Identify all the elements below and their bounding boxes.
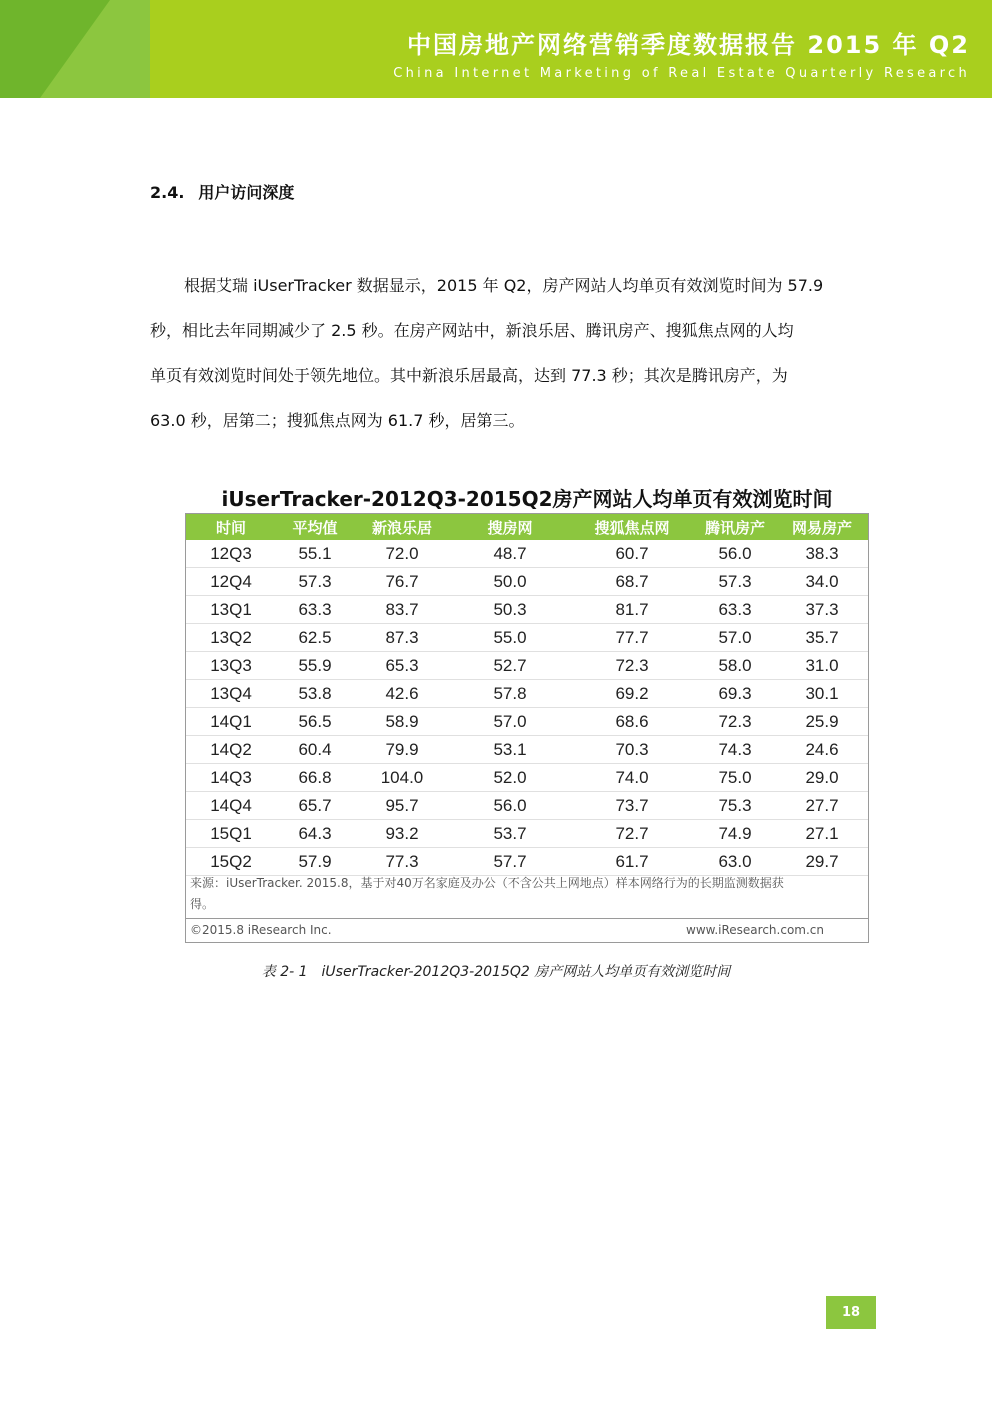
table-cell: 13Q1	[186, 596, 276, 624]
report-subtitle: China Internet Marketing of Real Estate Quarterly Research	[393, 66, 970, 81]
table-cell: 72.3	[570, 652, 694, 680]
table-cell: 53.7	[450, 820, 570, 848]
table-cell: 74.9	[694, 820, 776, 848]
table-cell: 60.4	[276, 736, 354, 764]
table-cell: 14Q3	[186, 764, 276, 792]
table-cell: 57.3	[694, 568, 776, 596]
website-text: www.iResearch.com.cn	[686, 923, 824, 937]
paragraph-line: 63.0 秒，居第二；搜狐焦点网为 61.7 秒，居第三。	[150, 411, 525, 430]
section-number: 2.4.	[150, 183, 185, 202]
caption-text: iUserTracker-2012Q3-2015Q2 房产网站人均单页有效浏览时间	[321, 964, 731, 980]
copyright-text: ©2015.8 iResearch Inc.	[190, 923, 332, 937]
table-cell: 55.9	[276, 652, 354, 680]
caption-label: 表 2- 1	[261, 964, 308, 980]
table-row	[186, 820, 868, 848]
table-cell: 104.0	[354, 764, 450, 792]
table-cell: 62.5	[276, 624, 354, 652]
table-cell: 58.0	[694, 652, 776, 680]
table-row	[186, 624, 868, 652]
header-decoration	[0, 0, 150, 98]
table-cell: 60.7	[570, 540, 694, 568]
column-header: 腾讯房产	[694, 514, 776, 540]
table-cell: 29.7	[776, 848, 868, 876]
table-row	[186, 596, 868, 624]
table-cell: 75.0	[694, 764, 776, 792]
table-cell: 56.0	[450, 792, 570, 820]
paragraph-line: 秒，相比去年同期减少了 2.5 秒。在房产网站中，新浪乐居、腾讯房产、搜狐焦点网的人均	[150, 321, 794, 340]
table-cell: 55.0	[450, 624, 570, 652]
table-cell: 35.7	[776, 624, 868, 652]
table-cell: 66.8	[276, 764, 354, 792]
table-cell: 61.7	[570, 848, 694, 876]
table-cell: 50.0	[450, 568, 570, 596]
table-row	[186, 680, 868, 708]
table-cell: 57.7	[450, 848, 570, 876]
table-cell: 93.2	[354, 820, 450, 848]
table-cell: 12Q3	[186, 540, 276, 568]
column-header: 搜狐焦点网	[570, 514, 694, 540]
table-row	[186, 708, 868, 736]
column-header: 搜房网	[450, 514, 570, 540]
table-cell: 34.0	[776, 568, 868, 596]
table-cell: 63.3	[276, 596, 354, 624]
table-cell: 57.0	[450, 708, 570, 736]
section-heading	[150, 180, 294, 203]
table-cell: 65.3	[354, 652, 450, 680]
table-cell: 14Q4	[186, 792, 276, 820]
section-title: 用户访问深度	[198, 183, 295, 202]
table-cell: 74.3	[694, 736, 776, 764]
table-cell: 87.3	[354, 624, 450, 652]
data-table-container	[185, 513, 869, 943]
table-cell: 69.3	[694, 680, 776, 708]
table-cell: 63.3	[694, 596, 776, 624]
table-cell: 37.3	[776, 596, 868, 624]
table-cell: 79.9	[354, 736, 450, 764]
table-cell: 52.7	[450, 652, 570, 680]
paragraph-line: 根据艾瑞 iUserTracker 数据显示，2015 年 Q2，房产网站人均单页有效浏览时间为 57.9	[184, 276, 824, 295]
table-cell: 53.1	[450, 736, 570, 764]
table-cell: 31.0	[776, 652, 868, 680]
table-row	[186, 540, 868, 568]
table-cell: 74.0	[570, 764, 694, 792]
table-row	[186, 792, 868, 820]
table-cell: 50.3	[450, 596, 570, 624]
table-cell: 65.7	[276, 792, 354, 820]
table-cell: 73.7	[570, 792, 694, 820]
paragraph-line: 单页有效浏览时间处于领先地位。其中新浪乐居最高，达到 77.3 秒；其次是腾讯房产，为	[150, 366, 788, 385]
table-cell: 95.7	[354, 792, 450, 820]
table-row	[186, 764, 868, 792]
table-cell: 24.6	[776, 736, 868, 764]
table-cell: 72.7	[570, 820, 694, 848]
column-header: 网易房产	[776, 514, 868, 540]
table-cell: 55.1	[276, 540, 354, 568]
copyright-row	[186, 918, 868, 943]
report-title: 中国房地产网络营销季度数据报告 2015 年 Q2	[407, 31, 970, 59]
table-cell: 13Q3	[186, 652, 276, 680]
table-source-note	[190, 873, 866, 915]
table-cell: 56.0	[694, 540, 776, 568]
table-row	[186, 736, 868, 764]
table-cell: 27.1	[776, 820, 868, 848]
table-cell: 13Q2	[186, 624, 276, 652]
table-cell: 14Q1	[186, 708, 276, 736]
table-cell: 64.3	[276, 820, 354, 848]
table-cell: 29.0	[776, 764, 868, 792]
table-cell: 77.7	[570, 624, 694, 652]
page-number: 18	[826, 1296, 876, 1329]
column-header: 平均值	[276, 514, 354, 540]
table-row	[186, 848, 868, 876]
table-cell: 30.1	[776, 680, 868, 708]
table-title: iUserTracker-2012Q3-2015Q2房产网站人均单页有效浏览时间	[221, 487, 833, 511]
table-row	[186, 568, 868, 596]
table-cell: 63.0	[694, 848, 776, 876]
table-cell: 25.9	[776, 708, 868, 736]
table-cell: 38.3	[776, 540, 868, 568]
table-header-row	[186, 514, 868, 540]
table-cell: 57.8	[450, 680, 570, 708]
table-cell: 12Q4	[186, 568, 276, 596]
table-cell: 58.9	[354, 708, 450, 736]
page-header	[0, 0, 992, 98]
table-cell: 75.3	[694, 792, 776, 820]
table-cell: 52.0	[450, 764, 570, 792]
data-table	[186, 514, 868, 876]
table-cell: 57.0	[694, 624, 776, 652]
table-cell: 57.9	[276, 848, 354, 876]
table-cell: 83.7	[354, 596, 450, 624]
table-caption	[0, 961, 992, 981]
table-cell: 76.7	[354, 568, 450, 596]
table-cell: 81.7	[570, 596, 694, 624]
column-header: 新浪乐居	[354, 514, 450, 540]
table-cell: 77.3	[354, 848, 450, 876]
table-cell: 15Q1	[186, 820, 276, 848]
table-cell: 15Q2	[186, 848, 276, 876]
table-cell: 68.7	[570, 568, 694, 596]
source-line: 得。	[190, 897, 215, 911]
column-header: 时间	[186, 514, 276, 540]
table-cell: 14Q2	[186, 736, 276, 764]
table-cell: 56.5	[276, 708, 354, 736]
table-cell: 48.7	[450, 540, 570, 568]
table-cell: 72.0	[354, 540, 450, 568]
table-cell: 68.6	[570, 708, 694, 736]
source-line: 来源：iUserTracker. 2015.8，基于对40万名家庭及办公（不含公共上网地点）样本网络行为的长期监测数据获	[190, 876, 784, 890]
table-cell: 42.6	[354, 680, 450, 708]
table-cell: 53.8	[276, 680, 354, 708]
table-cell: 13Q4	[186, 680, 276, 708]
table-cell: 69.2	[570, 680, 694, 708]
table-row	[186, 652, 868, 680]
table-cell: 27.7	[776, 792, 868, 820]
body-paragraph	[150, 263, 850, 443]
table-cell: 72.3	[694, 708, 776, 736]
table-cell: 70.3	[570, 736, 694, 764]
table-cell: 57.3	[276, 568, 354, 596]
